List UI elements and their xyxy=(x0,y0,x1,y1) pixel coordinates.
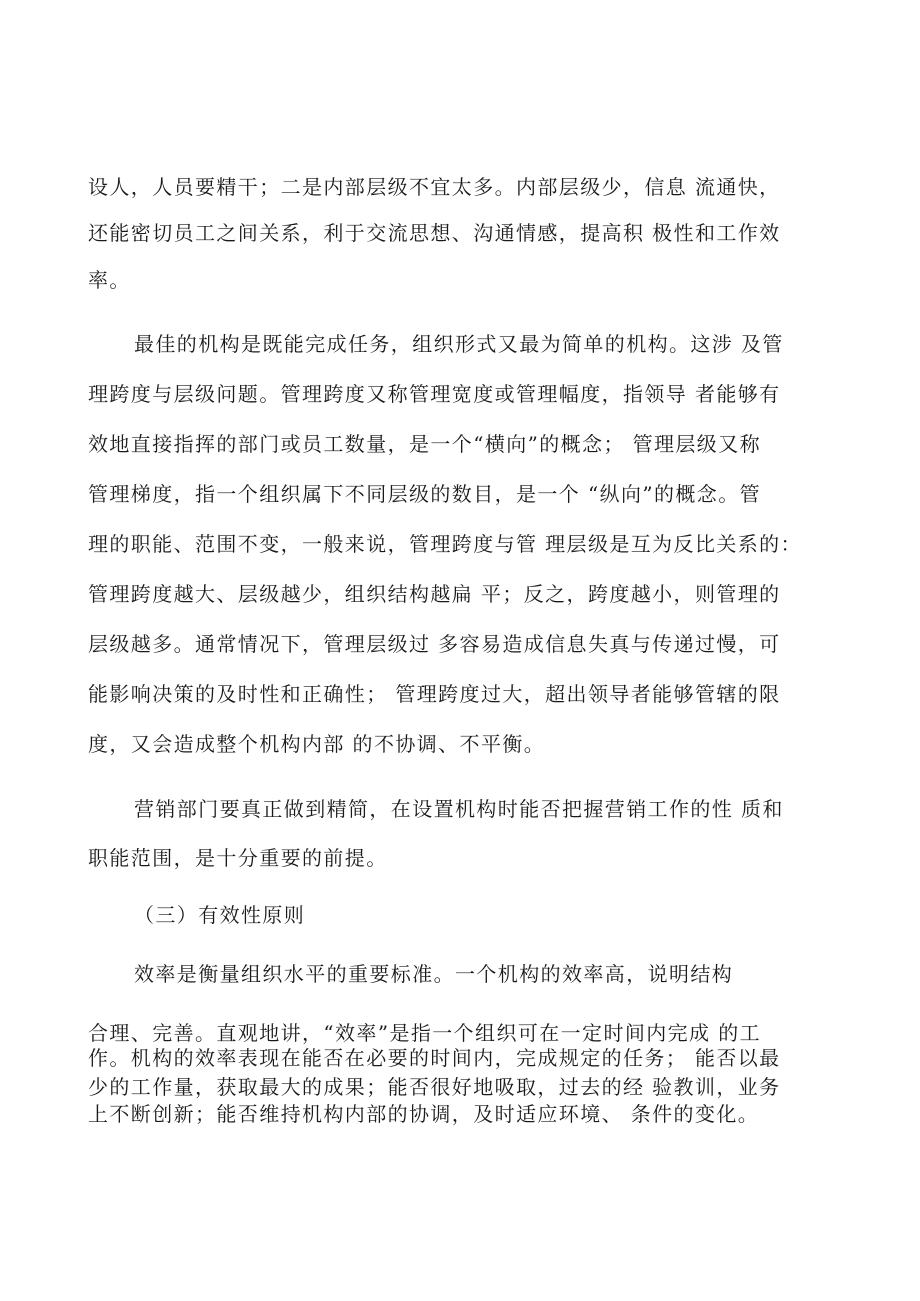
section-heading: （三）有效性原则 xyxy=(134,903,306,927)
text-line-3: 率。 xyxy=(88,268,131,292)
paragraph-3-line-1: 营销部门要真正做到精简，在设置机构时能否把握营销工作的性 质和 xyxy=(134,797,784,821)
paragraph-5-line-2: 作。机构的效率表现在能否在必要的时间内，完成规定的任务； 能否以最 xyxy=(88,1046,781,1070)
paragraph-5-line-1: 合理、完善。直观地讲，“效率”是指一个组织可在一定时间内完成 的工 xyxy=(88,1021,762,1045)
paragraph-2-line-7: 层级越多。通常情况下，管理层级过 多容易造成信息失真与传递过慢，可 xyxy=(88,632,781,656)
paragraph-3-line-2: 职能范围，是十分重要的前提。 xyxy=(88,846,388,870)
paragraph-2-line-6: 管理跨度越大、层级越少，组织结构越扁 平；反之，跨度越小，则管理的 xyxy=(88,582,781,606)
paragraph-2-line-3: 效地直接指挥的部门或员工数量，是一个“横向”的概念； 管理层级又称 xyxy=(88,432,762,456)
paragraph-2-line-5: 理的职能、范围不变，一般来说，管理跨度与管 理层级是互为反比关系的： xyxy=(88,532,802,556)
text-line-1: 设人，人员要精干；二是内部层级不宜太多。内部层级少，信息 流通快， xyxy=(88,175,781,199)
paragraph-2-line-2: 理跨度与层级问题。管理跨度又称管理宽度或管理幅度，指领导 者能够有 xyxy=(88,382,781,406)
paragraph-2-line-9: 度，又会造成整个机构内部 的不协调、不平衡。 xyxy=(88,732,546,756)
paragraph-4-line-1: 效率是衡量组织水平的重要标准。一个机构的效率高，说明结构 xyxy=(134,962,734,986)
paragraph-2-line-8: 能影响决策的及时性和正确性； 管理跨度过大，超出领导者能够管辖的限 xyxy=(88,682,781,706)
paragraph-5-line-3: 少的工作量，获取最大的成果；能否很好地吸取，过去的经 验教训，业务 xyxy=(88,1075,781,1099)
paragraph-2-line-4: 管理梯度，指一个组织属下不同层级的数目，是一个 “纵向”的概念。管 xyxy=(88,482,762,506)
text-line-2: 还能密切员工之间关系，利于交流思想、沟通情感，提高积 极性和工作效 xyxy=(88,221,781,245)
paragraph-5-line-4: 上不断创新；能否维持机构内部的协调，及时适应环境、 条件的变化。 xyxy=(88,1102,760,1126)
paragraph-2-line-1: 最佳的机构是既能完成任务，组织形式又最为简单的机构。这涉 及管 xyxy=(134,332,784,356)
